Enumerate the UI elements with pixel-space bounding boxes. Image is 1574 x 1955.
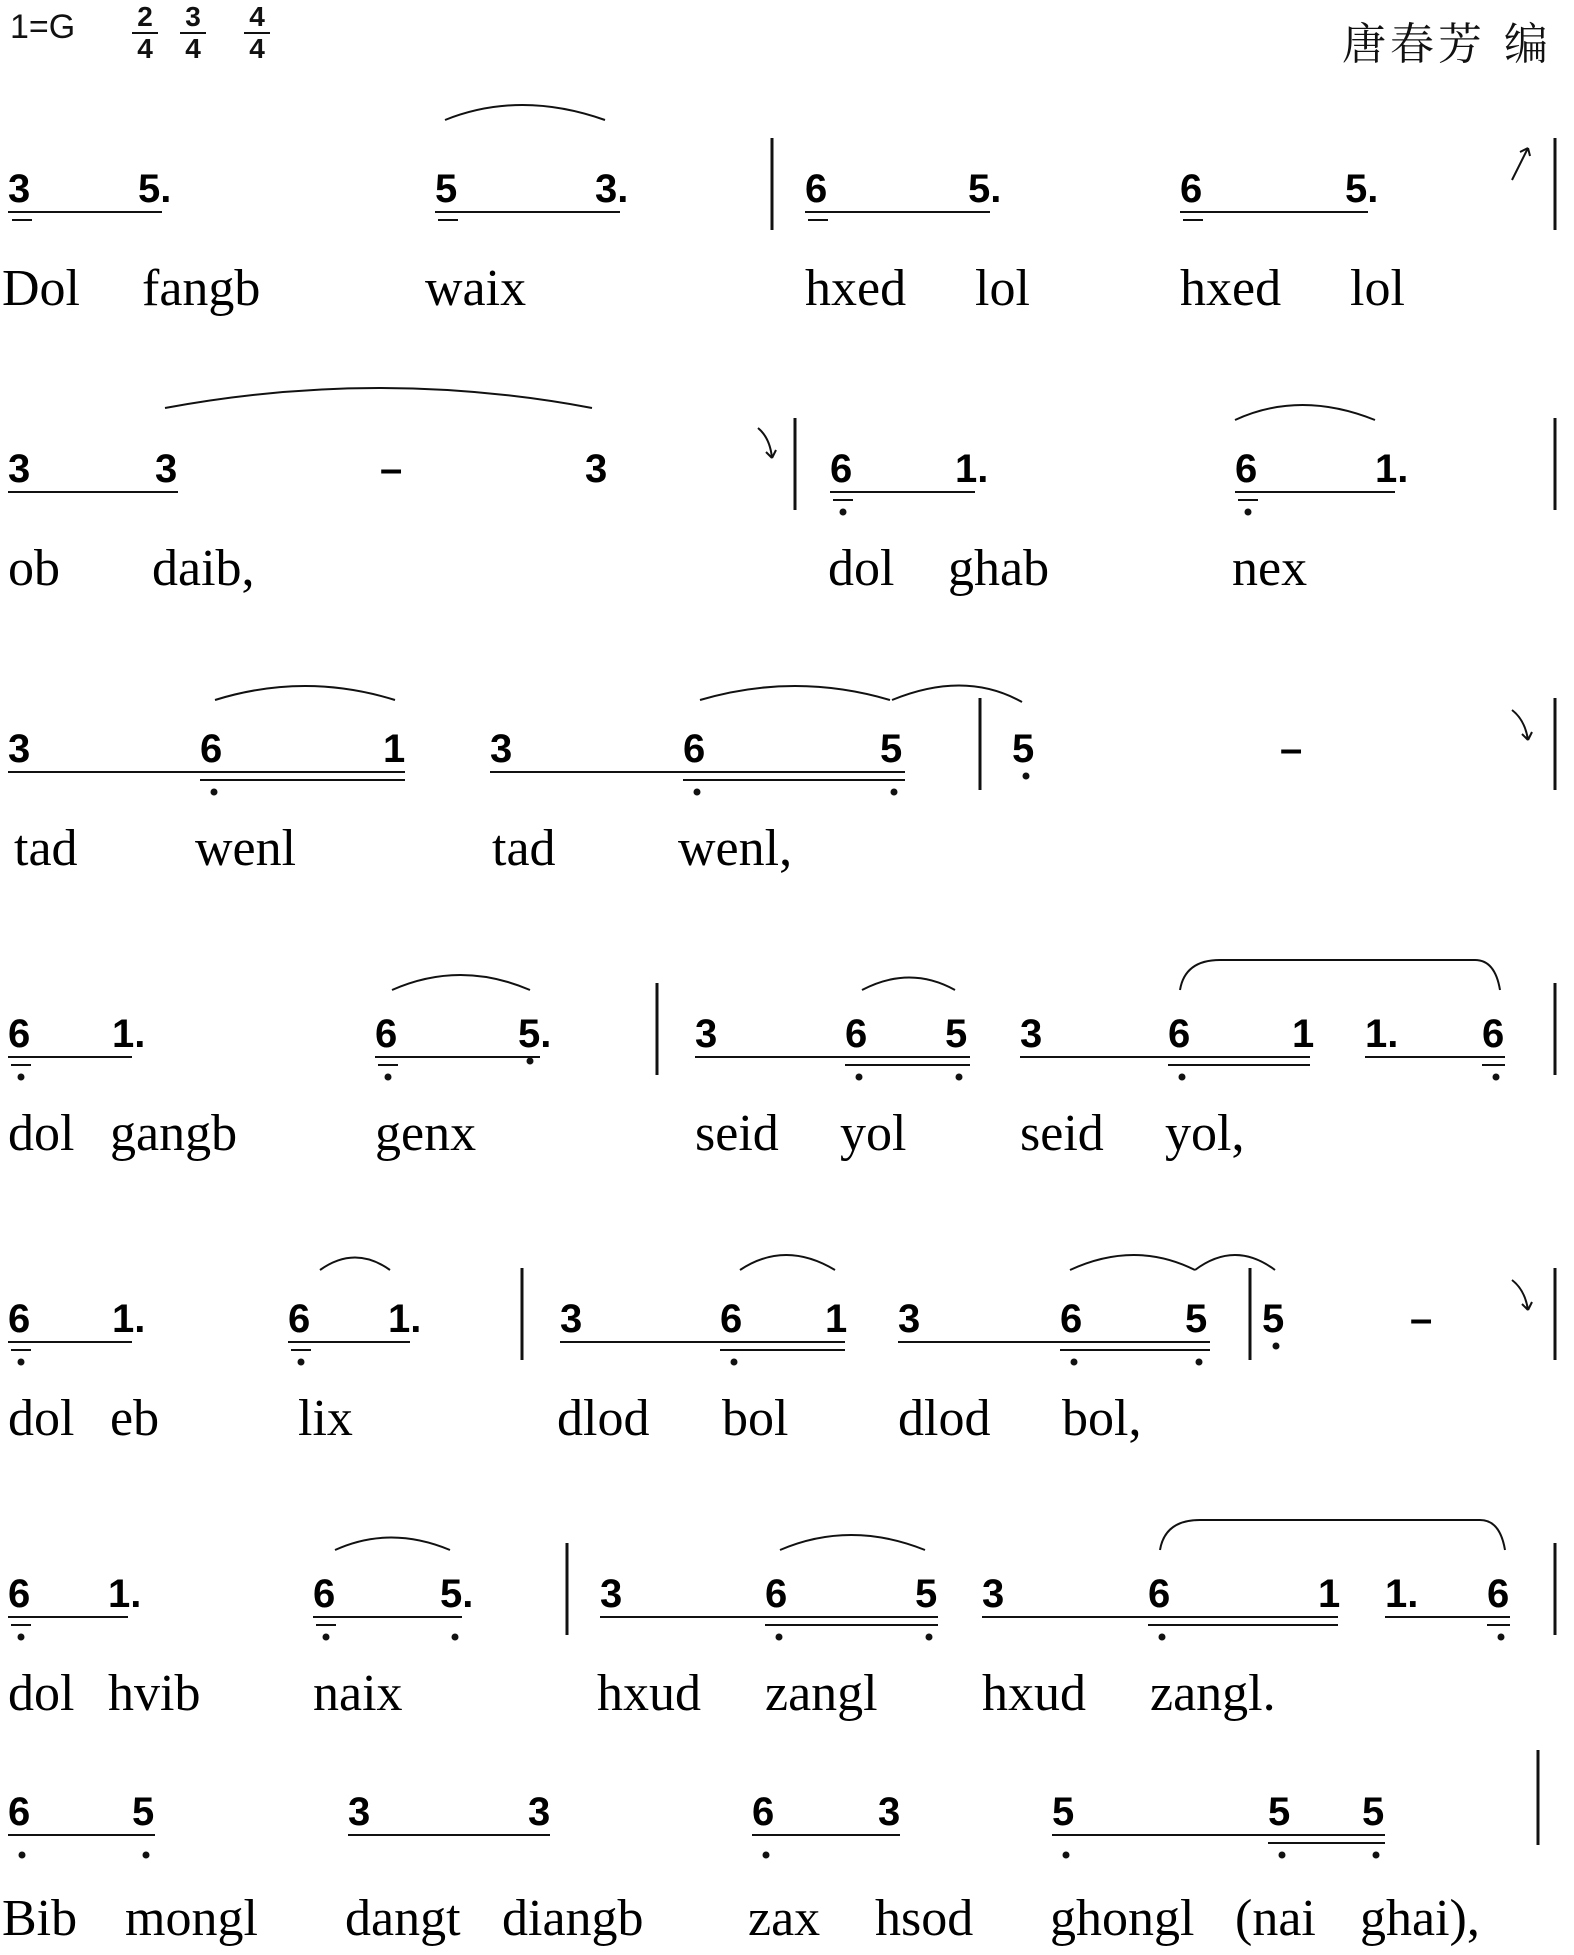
score-system-2 bbox=[0, 380, 1574, 610]
note: 6 bbox=[830, 447, 853, 491]
note: 6 bbox=[1487, 1572, 1510, 1616]
lyric-syllable: seid bbox=[695, 1105, 779, 1162]
score-system-3 bbox=[0, 660, 1574, 890]
note: 6 bbox=[1060, 1297, 1083, 1341]
ts-top: 4 bbox=[249, 1, 265, 32]
note: 1. bbox=[388, 1297, 422, 1341]
score-system-7 bbox=[0, 1735, 1574, 1955]
note: 3 bbox=[982, 1572, 1005, 1616]
lyric-syllable: naix bbox=[313, 1665, 403, 1722]
note: 3 bbox=[600, 1572, 623, 1616]
lyric-syllable: eb bbox=[110, 1390, 160, 1447]
note: 6 bbox=[8, 1012, 31, 1056]
lyric-syllable: wenl bbox=[195, 820, 297, 877]
lyric-syllable: dol bbox=[8, 1665, 75, 1722]
lyric-syllable: ghongl bbox=[1050, 1890, 1195, 1947]
note: 6 bbox=[720, 1297, 743, 1341]
note: – bbox=[1280, 727, 1303, 771]
note: 3 bbox=[155, 447, 178, 491]
note: 3. bbox=[595, 167, 629, 211]
lyric-syllable: dlod bbox=[898, 1390, 991, 1447]
lyric-syllable: diangb bbox=[502, 1890, 644, 1947]
note: 6 bbox=[765, 1572, 788, 1616]
score-system-4 bbox=[0, 945, 1574, 1175]
note: 1. bbox=[1365, 1012, 1399, 1056]
lyric-syllable: fangb bbox=[142, 260, 261, 317]
note: 1 bbox=[383, 727, 406, 771]
lyric-syllable: lol bbox=[975, 260, 1030, 317]
lyric-syllable: dol bbox=[8, 1390, 75, 1447]
lyric-syllable: yol, bbox=[1165, 1105, 1245, 1162]
lyric-syllable: lix bbox=[298, 1390, 353, 1447]
note: 5 bbox=[1185, 1297, 1208, 1341]
note: 6 bbox=[375, 1012, 398, 1056]
lyric-syllable: zax bbox=[748, 1890, 821, 1947]
note: 1. bbox=[1385, 1572, 1419, 1616]
ts-bottom: 4 bbox=[249, 33, 265, 64]
lyric-syllable: ghab bbox=[948, 540, 1050, 597]
note: 6 bbox=[752, 1790, 775, 1834]
lyric-syllable: Bib bbox=[2, 1890, 78, 1947]
note: 5. bbox=[440, 1572, 474, 1616]
score-system-6 bbox=[0, 1505, 1574, 1735]
key-signature: 1=G bbox=[10, 8, 76, 46]
note: – bbox=[1410, 1297, 1433, 1341]
note: 1. bbox=[108, 1572, 142, 1616]
note: 5. bbox=[968, 167, 1002, 211]
lyric-syllable: tad bbox=[14, 820, 78, 877]
time-signature-4-4 bbox=[240, 1, 274, 64]
note: 6 bbox=[313, 1572, 336, 1616]
note: 5 bbox=[132, 1790, 155, 1834]
note: 1 bbox=[825, 1297, 848, 1341]
score-system-5 bbox=[0, 1230, 1574, 1460]
lyric-syllable: hxed bbox=[805, 260, 907, 317]
note: 5. bbox=[1345, 167, 1379, 211]
note: 5 bbox=[1268, 1790, 1291, 1834]
lyric-syllable: lol bbox=[1350, 260, 1405, 317]
note: 3 bbox=[8, 447, 31, 491]
time-signature-2-4 bbox=[128, 1, 162, 64]
note: 1. bbox=[112, 1297, 146, 1341]
note: 5 bbox=[945, 1012, 968, 1056]
note: 6 bbox=[288, 1297, 311, 1341]
ts-bottom: 4 bbox=[185, 33, 201, 64]
note: – bbox=[380, 447, 403, 491]
lyric-syllable: hxud bbox=[982, 1665, 1086, 1722]
lyric-syllable: bol, bbox=[1062, 1390, 1142, 1447]
lyric-syllable: yol bbox=[840, 1105, 907, 1162]
note: 3 bbox=[585, 447, 608, 491]
note: 5 bbox=[1262, 1297, 1285, 1341]
note: 3 bbox=[528, 1790, 551, 1834]
note: 5 bbox=[1362, 1790, 1385, 1834]
note: 1. bbox=[112, 1012, 146, 1056]
ts-bottom: 4 bbox=[137, 33, 153, 64]
lyric-syllable: bol bbox=[722, 1390, 789, 1447]
note: 6 bbox=[1168, 1012, 1191, 1056]
lyric-syllable: daib, bbox=[152, 540, 255, 597]
lyric-syllable: nex bbox=[1232, 540, 1308, 597]
lyric-syllable: hsod bbox=[875, 1890, 974, 1947]
arranger-credit: 唐春芳 编 bbox=[1342, 19, 1552, 70]
note: 6 bbox=[8, 1572, 31, 1616]
note: 1. bbox=[955, 447, 989, 491]
note: 6 bbox=[1148, 1572, 1171, 1616]
note: 6 bbox=[1180, 167, 1203, 211]
note: 5 bbox=[880, 727, 903, 771]
lyric-syllable: ghai), bbox=[1360, 1890, 1480, 1947]
lyric-syllable: dol bbox=[828, 540, 895, 597]
note: 6 bbox=[683, 727, 706, 771]
lyric-syllable: zangl. bbox=[1150, 1665, 1276, 1722]
lyric-syllable: gangb bbox=[110, 1105, 238, 1162]
lyric-syllable: genx bbox=[375, 1105, 477, 1162]
lyric-syllable: dangt bbox=[345, 1890, 461, 1947]
note: 1 bbox=[1292, 1012, 1315, 1056]
lyric-syllable: Dol bbox=[2, 260, 80, 317]
note: 3 bbox=[8, 167, 31, 211]
note: 1. bbox=[1375, 447, 1409, 491]
note: 3 bbox=[878, 1790, 901, 1834]
note: 6 bbox=[1482, 1012, 1505, 1056]
note: 3 bbox=[490, 727, 513, 771]
note: 1 bbox=[1318, 1572, 1341, 1616]
lyric-syllable: wenl, bbox=[678, 820, 793, 877]
lyric-syllable: hvib bbox=[108, 1665, 201, 1722]
note: 5. bbox=[138, 167, 172, 211]
lyric-syllable: zangl bbox=[765, 1665, 878, 1722]
lyric-syllable: seid bbox=[1020, 1105, 1104, 1162]
note: 5 bbox=[915, 1572, 938, 1616]
note: 3 bbox=[560, 1297, 583, 1341]
time-signature-3-4 bbox=[176, 1, 210, 64]
note: 5 bbox=[435, 167, 458, 211]
lyric-syllable: waix bbox=[425, 260, 527, 317]
note: 5. bbox=[518, 1012, 552, 1056]
note: 5 bbox=[1012, 727, 1035, 771]
lyric-syllable: mongl bbox=[125, 1890, 258, 1947]
lyric-syllable: dlod bbox=[557, 1390, 650, 1447]
lyric-syllable: hxud bbox=[597, 1665, 701, 1722]
note: 3 bbox=[348, 1790, 371, 1834]
note: 6 bbox=[805, 167, 828, 211]
lyric-syllable: ob bbox=[8, 540, 60, 597]
note: 6 bbox=[1235, 447, 1258, 491]
ts-top: 2 bbox=[137, 1, 153, 32]
lyric-syllable: tad bbox=[492, 820, 556, 877]
note: 6 bbox=[8, 1790, 31, 1834]
note: 6 bbox=[8, 1297, 31, 1341]
ts-top: 3 bbox=[185, 1, 201, 32]
score-system-1 bbox=[0, 100, 1574, 330]
note: 6 bbox=[200, 727, 223, 771]
note: 3 bbox=[695, 1012, 718, 1056]
note: 3 bbox=[8, 727, 31, 771]
lyric-syllable: hxed bbox=[1180, 260, 1282, 317]
lyric-syllable: dol bbox=[8, 1105, 75, 1162]
note: 3 bbox=[1020, 1012, 1043, 1056]
note: 3 bbox=[898, 1297, 921, 1341]
lyric-syllable: (nai bbox=[1235, 1890, 1316, 1947]
note: 6 bbox=[845, 1012, 868, 1056]
note: 5 bbox=[1052, 1790, 1075, 1834]
